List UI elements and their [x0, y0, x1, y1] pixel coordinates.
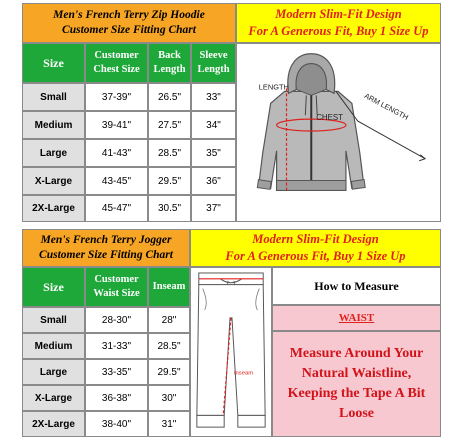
hoodie-illustration	[237, 43, 440, 222]
how-to-measure-heading: How to Measure	[272, 267, 441, 305]
jogger-header-inseam-label: Inseam	[152, 281, 186, 292]
hoodie-chest-label: CHEST	[316, 113, 344, 123]
jogger-row-size: Large	[22, 359, 85, 385]
hoodie-row-sleeve: 33"	[191, 83, 236, 111]
hoodie-promo-line1: Modern Slim-Fit Design	[275, 7, 402, 21]
hoodie-header-size	[22, 43, 85, 83]
hoodie-length-label: LENGTH	[258, 82, 289, 92]
jogger-header-size	[22, 267, 85, 307]
hoodie-row-chest: 37-39"	[85, 83, 148, 111]
hoodie-row-chest: 43-45"	[85, 167, 148, 195]
hoodie-header-back	[148, 43, 191, 83]
measure-line1: Measure Around Your	[289, 346, 424, 361]
jogger-row-inseam: 28.5"	[148, 333, 190, 359]
hoodie-row-sleeve: 34"	[191, 111, 236, 139]
hoodie-row-back: 30.5"	[148, 195, 191, 222]
hoodie-header-sleeve-line2: Length	[197, 64, 230, 75]
hoodie-header-back-line1: Back	[158, 50, 181, 61]
jogger-row-inseam: 29.5"	[148, 359, 190, 385]
jogger-row-waist: 36-38"	[85, 385, 148, 411]
hoodie-row-chest: 39-41"	[85, 111, 148, 139]
jogger-row-inseam: 30"	[148, 385, 190, 411]
jogger-row-waist: 28-30"	[85, 307, 148, 333]
hoodie-promo-banner	[236, 3, 441, 43]
hoodie-row-chest: 41-43"	[85, 139, 148, 167]
jogger-header-waist-line1: Customer	[94, 274, 139, 285]
jogger-promo-line2: For A Generous Fit, Buy 1 Size Up	[225, 249, 406, 263]
jogger-header-waist	[85, 267, 148, 307]
jogger-promo-banner	[190, 229, 441, 267]
jogger-row-waist: 31-33"	[85, 333, 148, 359]
hoodie-title-line1: Men's French Terry Zip Hoodie	[53, 9, 205, 21]
hoodie-chart-title	[22, 3, 236, 43]
hoodie-header-sleeve	[191, 43, 236, 83]
hoodie-promo-line2: For A Generous Fit, Buy 1 Size Up	[248, 24, 429, 38]
hoodie-row-back: 27.5"	[148, 111, 191, 139]
jogger-row-inseam: 31"	[148, 411, 190, 437]
jogger-title-line1: Men's French Terry Jogger	[40, 234, 172, 246]
hoodie-row-size: 2X-Large	[22, 195, 85, 222]
waist-label: WAIST	[338, 312, 375, 324]
hoodie-row-size: Large	[22, 139, 85, 167]
hoodie-row-back: 28.5"	[148, 139, 191, 167]
hoodie-header-chest-line1: Customer	[94, 50, 139, 61]
hoodie-header-sleeve-line1: Sleeve	[199, 50, 228, 61]
hoodie-row-sleeve: 36"	[191, 167, 236, 195]
hoodie-row-back: 29.5"	[148, 167, 191, 195]
hoodie-row-sleeve: 37"	[191, 195, 236, 222]
hoodie-diagram	[236, 43, 441, 222]
hoodie-header-size-label: Size	[43, 56, 64, 70]
hoodie-row-size: X-Large	[22, 167, 85, 195]
jogger-diagram	[190, 267, 272, 437]
hoodie-header-chest-line2: Chest Size	[93, 64, 140, 75]
hoodie-arm-length-label: ARM LENGTH	[362, 91, 410, 122]
jogger-row-size: Small	[22, 307, 85, 333]
hoodie-title-line2: Customer Size Fitting Chart	[62, 24, 196, 36]
jogger-promo-line1: Modern Slim-Fit Design	[252, 232, 379, 246]
waist-label-cell	[272, 305, 441, 331]
measure-line2: Natural Waistline,	[301, 366, 412, 381]
hoodie-row-size: Medium	[22, 111, 85, 139]
jogger-header-inseam	[148, 267, 190, 307]
hoodie-header-back-line2: Length	[153, 64, 186, 75]
jogger-illustration	[191, 267, 271, 437]
hoodie-row-sleeve: 35"	[191, 139, 236, 167]
jogger-row-size: X-Large	[22, 385, 85, 411]
jogger-row-size: 2X-Large	[22, 411, 85, 437]
jogger-row-waist: 33-35"	[85, 359, 148, 385]
hoodie-row-back: 26.5"	[148, 83, 191, 111]
measure-instructions	[272, 331, 441, 437]
jogger-header-size-label: Size	[43, 280, 64, 294]
jogger-title-line2: Customer Size Fitting Chart	[39, 249, 173, 261]
jogger-inseam-label: Inseam	[233, 370, 254, 377]
jogger-row-inseam: 28"	[148, 307, 190, 333]
measure-line4: Loose	[339, 406, 374, 421]
jogger-chart-title	[22, 229, 190, 267]
measure-line3: Keeping the Tape A Bit	[287, 386, 426, 401]
jogger-row-size: Medium	[22, 333, 85, 359]
hoodie-header-chest	[85, 43, 148, 83]
jogger-header-waist-line2: Waist Size	[93, 288, 140, 299]
hoodie-row-chest: 45-47"	[85, 195, 148, 222]
hoodie-row-size: Small	[22, 83, 85, 111]
jogger-row-waist: 38-40"	[85, 411, 148, 437]
